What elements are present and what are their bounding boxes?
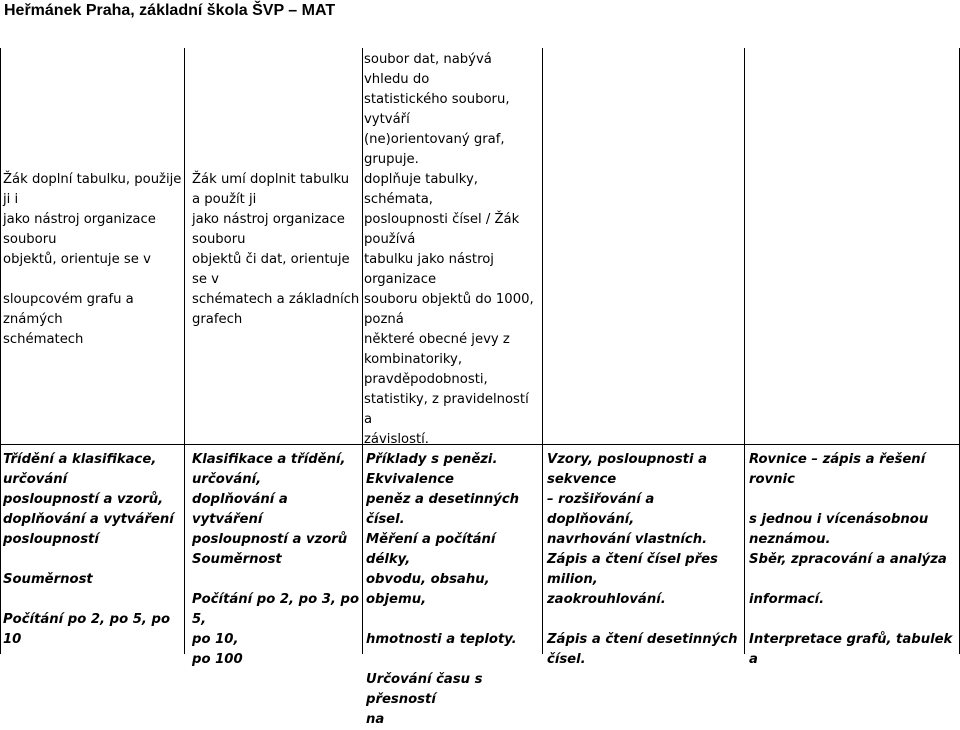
column-divider	[362, 48, 363, 654]
table-border-left	[0, 48, 1, 654]
page-title: Heřmánek Praha, základní škola ŠVP – MAT	[4, 2, 336, 19]
row1-outcome-detail-cell: Žák umí doplnit tabulku a použít ji jako nástroj organizace souboru objektů či dat, orientuje se v schématech a základních grafech	[192, 172, 360, 327]
row2-topic-cell: Klasifikace a třídění, určování, doplňování a vytváření posloupností a vzorů Souměrnost Počítání po 2, po 3, po 5, po 10, po 100	[192, 452, 360, 667]
column-divider	[184, 48, 185, 654]
row2-topic-cell: Třídění a klasifikace, určování posloupností a vzorů, doplňování a vytváření posloupností Souměrnost Počítání po 2, po 5, po 10	[3, 452, 174, 647]
row1-competence-cell: soubor dat, nabývá vhledu do statistického souboru, vytváří (ne)orientovaný graf, grupuje. doplňuje tabulky, schémata, posloupnosti čísel / Žák používá tabulku jako nástroj organizace souboru objektů do 1000, pozná některé obecné jevy z kombinatoriky, pravděpodobnosti, statistiky, z pravidelností a závislostí.	[364, 52, 534, 447]
row2-topic-cell: Vzory, posloupnosti a sekvence – rozšiřování a doplňování, navrhování vlastních. Zápis a čtení čísel přes milion, zaokrouhlování. Zápis a čtení desetinných čísel.	[547, 452, 738, 667]
row2-topic-cell: Rovnice – zápis a řešení rovnic s jednou i vícenásobnou neznámou. Sběr, zpracování a analýza informací. Interpretace grafů, tabulek a	[749, 452, 953, 667]
row2-topic-cell: Příklady s penězi. Ekvivalence peněz a desetinných čísel. Měření a počítání délky, obvodu, obsahu, objemu, hmotnosti a teploty. Určování času s přesností na	[366, 452, 520, 727]
column-divider	[744, 48, 745, 654]
column-divider	[542, 48, 543, 654]
curriculum-table	[0, 48, 960, 727]
row1-outcome-cell: Žák doplní tabulku, použije ji i jako nástroj organizace souboru objektů, orientuje se v sloupcovém grafu a známých schématech	[3, 172, 182, 347]
